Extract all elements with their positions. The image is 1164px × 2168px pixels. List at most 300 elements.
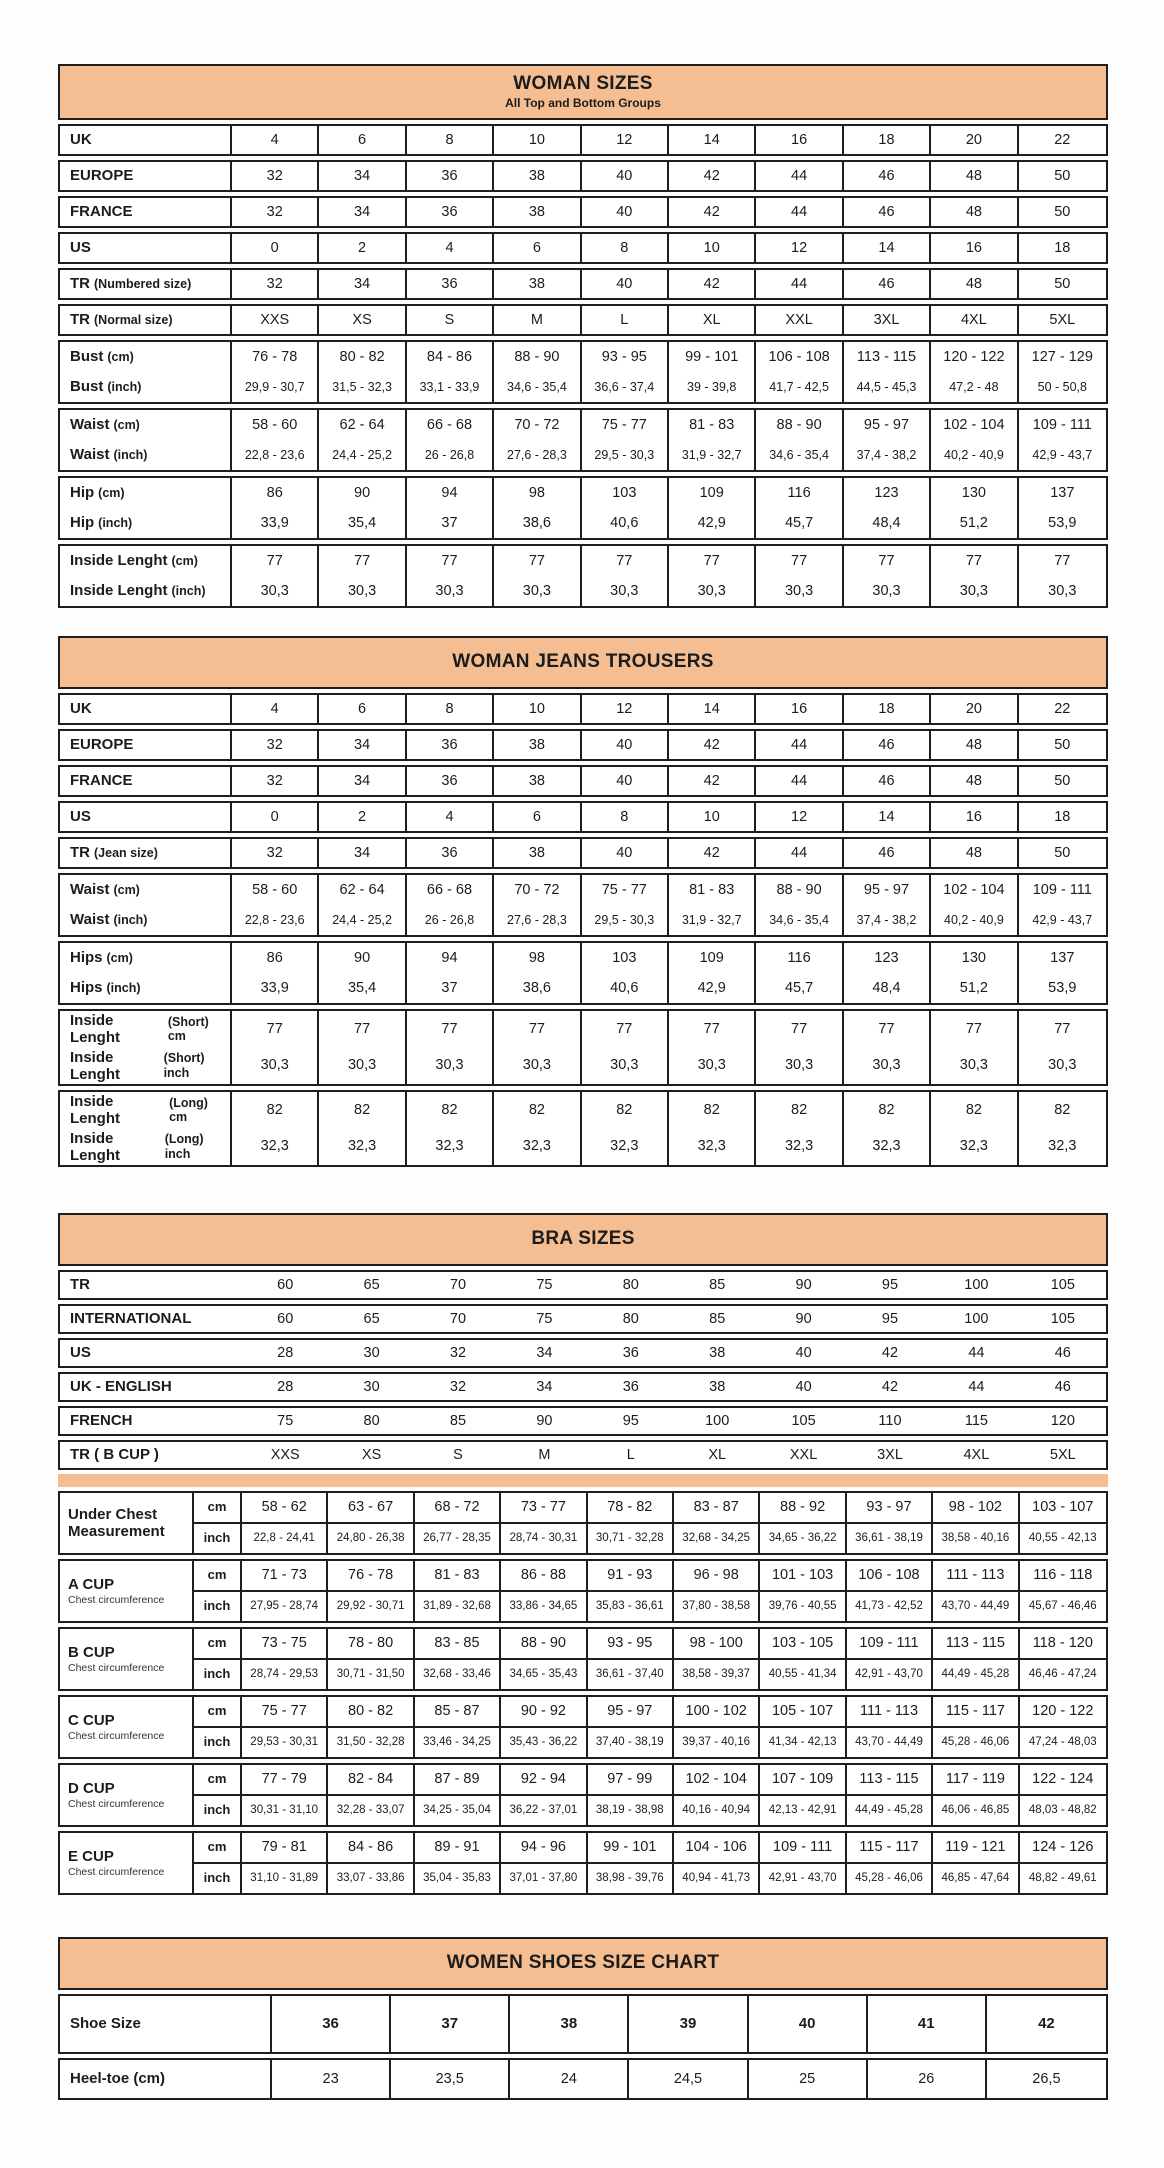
row-label: [60, 1408, 242, 1434]
value-cell: 32: [232, 767, 319, 795]
row-label: [60, 508, 232, 538]
value-cell: 0: [232, 803, 319, 831]
value-cell: 82: [319, 1092, 406, 1129]
value-cell: 48: [931, 270, 1018, 298]
value-cell: 46: [844, 767, 931, 795]
value-cell: 62 - 64: [319, 875, 406, 905]
value-cell: 30,3: [844, 1048, 931, 1085]
value-cell: 40,16 - 40,94: [674, 1796, 760, 1825]
value-cell: 85: [709, 1276, 726, 1293]
value-cell: 85: [709, 1310, 726, 1327]
value-cell: 88 - 92: [760, 1493, 846, 1524]
value-cell: 123: [844, 478, 931, 508]
value-cell: 30,31 - 31,10: [242, 1796, 328, 1825]
table-row-group: [58, 340, 1108, 404]
value-cell: 4XL: [931, 306, 1018, 334]
row-label-detail: (cm): [106, 950, 133, 965]
bra-cup-group: [58, 1627, 1108, 1691]
value-cell: 12: [582, 695, 669, 723]
value-cell: 65: [363, 1276, 380, 1293]
value-cell: 35,4: [319, 508, 406, 538]
value-cell: 113 - 115: [847, 1765, 933, 1796]
value-cell: 81 - 83: [415, 1561, 501, 1592]
value-cell: 34,65 - 36,22: [760, 1524, 846, 1553]
value-cell: 29,9 - 30,7: [232, 372, 319, 402]
value-cell: 46: [844, 839, 931, 867]
value-cell: 6: [319, 126, 406, 154]
row-label: [60, 731, 232, 759]
cup-label: [60, 1561, 194, 1621]
value-cell: 14: [669, 695, 756, 723]
value-cell: 73 - 75: [242, 1629, 328, 1660]
value-cell: 36: [407, 162, 494, 190]
row-label: [60, 973, 232, 1003]
value-cell: 50 - 50,8: [1037, 379, 1087, 394]
value-cell: 42: [669, 162, 756, 190]
value-cell: 6: [494, 803, 581, 831]
value-cell: 44,49 - 45,28: [933, 1660, 1019, 1689]
row-label-detail: (cm): [98, 485, 125, 500]
table-row-group: [58, 408, 1108, 472]
value-cell: 30,3: [1048, 1057, 1077, 1074]
value-cell: 40: [582, 839, 669, 867]
value-cell: 34,6 - 35,4: [756, 905, 843, 935]
value-cell: 38,58 - 40,16: [933, 1524, 1019, 1553]
cup-label: [60, 1833, 194, 1893]
value-cell: 32,3: [844, 1129, 931, 1166]
row-label-text: US: [70, 808, 91, 826]
table-row-group: [58, 1440, 1108, 1470]
value-cell: 82: [407, 1092, 494, 1129]
unit-cell: inch: [194, 1592, 242, 1621]
row-label: [60, 2060, 272, 2098]
value-cell: 124 - 126: [1020, 1833, 1106, 1864]
value-cell: 90 - 92: [501, 1697, 587, 1728]
value-cell: 90: [319, 943, 406, 973]
value-cell: 22: [1054, 700, 1071, 717]
table-row-group: [58, 124, 1108, 156]
value-cell: 48: [931, 198, 1018, 226]
table-row-group: [58, 1338, 1108, 1368]
value-cell: 117 - 119: [933, 1765, 1019, 1796]
value-cell: 14: [669, 126, 756, 154]
value-cell: 22,8 - 23,6: [232, 905, 319, 935]
value-cell: 14: [844, 234, 931, 262]
table-row-group: [58, 941, 1108, 1005]
value-cell: 44: [968, 1378, 985, 1395]
value-cell: 39 - 39,8: [669, 372, 756, 402]
row-label: [60, 695, 232, 723]
value-cell: 30,3: [232, 576, 319, 606]
value-cell: 30,3: [669, 1048, 756, 1085]
value-cell: 40,94 - 41,73: [674, 1864, 760, 1893]
value-cell: 40: [795, 1344, 812, 1361]
row-label: [60, 234, 232, 262]
table-row-group: [58, 1304, 1108, 1334]
row-label: [60, 162, 232, 190]
value-cell: 8: [582, 234, 669, 262]
bra-section-separator: [58, 1474, 1108, 1487]
row-label-text: FRENCH: [70, 1412, 133, 1430]
value-cell: 30,3: [319, 1048, 406, 1085]
value-cell: 44: [756, 270, 843, 298]
value-cell: 29,5 - 30,3: [582, 440, 669, 470]
value-cell: 92 - 94: [501, 1765, 587, 1796]
value-cell: 32: [449, 1344, 467, 1361]
value-cell: 120 - 122: [931, 342, 1018, 372]
row-label-text: Hips: [70, 949, 103, 967]
value-cell: 93 - 97: [847, 1493, 933, 1524]
value-cell: 77: [931, 1011, 1018, 1048]
value-cell: 120: [1050, 1412, 1075, 1429]
value-cell: 32,3: [319, 1129, 406, 1166]
value-cell: 45,28 - 46,06: [847, 1864, 933, 1893]
value-cell: 127 - 129: [1031, 348, 1093, 365]
value-cell: 34: [319, 270, 406, 298]
value-cell: 77: [844, 546, 931, 576]
value-cell: 80: [363, 1412, 380, 1429]
value-cell: 38: [494, 162, 581, 190]
value-cell: 36,61 - 38,19: [847, 1524, 933, 1553]
value-cell: 38,58 - 39,37: [674, 1660, 760, 1689]
value-cell: 27,6 - 28,3: [494, 440, 581, 470]
value-cell: 42: [669, 839, 756, 867]
value-cell: 40: [582, 198, 669, 226]
value-cell: 70 - 72: [494, 875, 581, 905]
value-cell: 48: [931, 162, 1018, 190]
value-cell: 46: [1054, 1378, 1071, 1395]
value-cell: 36: [622, 1378, 639, 1395]
row-label: [60, 478, 232, 508]
value-cell: 33,46 - 34,25: [415, 1728, 501, 1757]
value-cell: 105: [791, 1412, 816, 1429]
value-cell: 46: [844, 162, 931, 190]
table-row-group: [58, 801, 1108, 833]
value-cell: 41,34 - 42,13: [760, 1728, 846, 1757]
value-cell: 28,74 - 30,31: [501, 1524, 587, 1553]
value-cell: 3XL: [844, 306, 931, 334]
value-cell: 24,4 - 25,2: [319, 440, 406, 470]
value-cell: 77: [494, 546, 581, 576]
value-cell: 46: [844, 270, 931, 298]
row-label-text: Inside Lenght: [70, 1048, 120, 1083]
value-cell: 32: [232, 839, 319, 867]
value-cell: 50: [1054, 203, 1071, 220]
value-cell: 38: [494, 198, 581, 226]
value-cell: 38,19 - 38,98: [588, 1796, 674, 1825]
value-cell: 40,2 - 40,9: [931, 440, 1018, 470]
value-cell: 103 - 107: [1020, 1493, 1106, 1524]
value-cell: 30,3: [931, 576, 1018, 606]
value-cell: 115: [964, 1412, 988, 1429]
value-cell: 66 - 68: [407, 875, 494, 905]
value-cell: 77: [494, 1011, 581, 1048]
value-cell: 48,4: [844, 973, 931, 1003]
value-cell: 50: [1054, 275, 1071, 292]
value-cell: 8: [582, 803, 669, 831]
row-label-detail: (Short) inch: [163, 1051, 205, 1080]
value-cell: 48,82 - 49,61: [1028, 1871, 1097, 1884]
value-cell: 70 - 72: [494, 410, 581, 440]
row-label-detail: (Numbered size): [94, 276, 192, 291]
row-label: [60, 1129, 232, 1166]
value-cell: 34: [536, 1378, 553, 1395]
value-cell: 50: [1054, 844, 1071, 861]
value-cell: 77: [319, 1011, 406, 1048]
table-woman-jeans-trousers: [58, 636, 1108, 1167]
value-cell: 44: [756, 839, 843, 867]
value-cell: 87 - 89: [415, 1765, 501, 1796]
value-cell: 33,9: [232, 973, 319, 1003]
value-cell: 23: [272, 2060, 391, 2098]
row-label-detail: (Normal size): [94, 312, 173, 327]
bra-cup-group: [58, 1491, 1108, 1555]
value-cell: XL: [708, 1446, 727, 1463]
table-row-group: [58, 1372, 1108, 1402]
value-cell: 78 - 82: [588, 1493, 674, 1524]
value-cell: 32,3: [1048, 1138, 1077, 1155]
value-cell: 80: [622, 1310, 639, 1327]
table-women-shoes: [58, 1937, 1108, 2100]
unit-cell: cm: [194, 1833, 242, 1864]
row-label-text: Heel-toe (cm): [70, 2070, 166, 2088]
value-cell: 37: [391, 1996, 510, 2052]
value-cell: 31,10 - 31,89: [242, 1864, 328, 1893]
row-label: [60, 905, 232, 935]
value-cell: 48: [931, 731, 1018, 759]
value-cell: 37: [407, 973, 494, 1003]
row-label: [60, 306, 232, 334]
row-label: [60, 546, 232, 576]
value-cell: 123: [844, 943, 931, 973]
value-cell: 30: [363, 1378, 380, 1395]
value-cell: 34,25 - 35,04: [415, 1796, 501, 1825]
value-cell: 48: [931, 767, 1018, 795]
value-cell: 90: [795, 1310, 812, 1327]
value-cell: 31,50 - 32,28: [328, 1728, 414, 1757]
value-cell: 77: [582, 546, 669, 576]
value-cell: 36,61 - 37,40: [588, 1660, 674, 1689]
value-cell: 93 - 95: [582, 342, 669, 372]
table-row-group: [58, 1270, 1108, 1300]
value-cell: 36,6 - 37,4: [582, 372, 669, 402]
value-cell: 6: [494, 234, 581, 262]
value-cell: 111 - 113: [847, 1697, 933, 1728]
value-cell: 75 - 77: [582, 875, 669, 905]
unit-cell: cm: [194, 1697, 242, 1728]
value-cell: 42: [669, 767, 756, 795]
value-cell: 34: [319, 731, 406, 759]
row-label-text: US: [70, 239, 91, 257]
row-label: [60, 1340, 242, 1366]
value-cell: 33,07 - 33,86: [328, 1864, 414, 1893]
value-cell: L: [626, 1446, 635, 1463]
row-label-text: UK - ENGLISH: [70, 1378, 172, 1396]
cup-label-text: Under Chest Measurement: [68, 1505, 165, 1540]
value-cell: 100 - 102: [674, 1697, 760, 1728]
value-cell: 28: [277, 1344, 294, 1361]
value-cell: 36: [407, 839, 494, 867]
value-cell: 12: [582, 126, 669, 154]
value-cell: 80: [622, 1276, 639, 1293]
value-cell: 88 - 90: [494, 342, 581, 372]
value-cell: 58 - 60: [232, 875, 319, 905]
table-row-group: [58, 304, 1108, 336]
value-cell: 30,3: [582, 1048, 669, 1085]
row-label-text: EUROPE: [70, 736, 134, 754]
value-cell: 34,65 - 35,43: [501, 1660, 587, 1689]
value-cell: 30,3: [582, 576, 669, 606]
table-bra-sizes: [58, 1213, 1108, 1895]
value-cell: 77: [407, 546, 494, 576]
value-cell: 30,3: [319, 576, 406, 606]
row-label-text: TR: [70, 844, 90, 862]
value-cell: 75: [536, 1276, 553, 1293]
value-cell: 40,55 - 42,13: [1028, 1531, 1097, 1544]
value-cell: 85 - 87: [415, 1697, 501, 1728]
row-label-text: INTERNATIONAL: [70, 1310, 192, 1328]
value-cell: 38: [709, 1344, 726, 1361]
value-cell: 37,4 - 38,2: [844, 905, 931, 935]
value-cell: 37,80 - 38,58: [674, 1592, 760, 1621]
value-cell: XL: [669, 306, 756, 334]
value-cell: 105 - 107: [760, 1697, 846, 1728]
value-cell: 32,3: [494, 1129, 581, 1166]
value-cell: 40: [582, 270, 669, 298]
value-cell: 38,6: [494, 973, 581, 1003]
value-cell: 77 - 79: [242, 1765, 328, 1796]
table-row-group: [58, 765, 1108, 797]
row-label-detail: (cm): [113, 882, 140, 897]
value-cell: XS: [361, 1446, 382, 1463]
value-cell: 83 - 87: [674, 1493, 760, 1524]
value-cell: 44: [756, 767, 843, 795]
value-cell: 16: [931, 803, 1018, 831]
table-row-group: [58, 1009, 1108, 1086]
value-cell: 82: [1054, 1101, 1071, 1118]
value-cell: 35,04 - 35,83: [415, 1864, 501, 1893]
value-cell: 116: [756, 943, 843, 973]
value-cell: 31,9 - 32,7: [669, 905, 756, 935]
value-cell: 51,2: [931, 508, 1018, 538]
cup-label: [60, 1697, 194, 1757]
row-label: [60, 1272, 242, 1298]
row-label: [60, 767, 232, 795]
value-cell: 58 - 62: [242, 1493, 328, 1524]
value-cell: 20: [931, 126, 1018, 154]
row-label-text: Inside Lenght: [70, 1012, 120, 1047]
value-cell: 45,67 - 46,46: [1028, 1599, 1097, 1612]
value-cell: 118 - 120: [1020, 1629, 1106, 1660]
value-cell: 46: [1054, 1344, 1071, 1361]
value-cell: 8: [407, 126, 494, 154]
value-cell: 33,86 - 34,65: [501, 1592, 587, 1621]
value-cell: 65: [363, 1310, 380, 1327]
value-cell: 36: [407, 198, 494, 226]
value-cell: 48: [931, 839, 1018, 867]
row-label: [60, 839, 232, 867]
value-cell: 26,77 - 28,35: [415, 1524, 501, 1553]
value-cell: 137: [1050, 949, 1075, 966]
value-cell: 82: [232, 1092, 319, 1129]
value-cell: 38: [709, 1378, 726, 1395]
value-cell: 4: [407, 803, 494, 831]
row-label-text: Shoe Size: [70, 2015, 141, 2033]
value-cell: 82 - 84: [328, 1765, 414, 1796]
value-cell: 40: [582, 731, 669, 759]
table-row-group: [58, 873, 1108, 937]
woman-sizes-body: [58, 124, 1108, 608]
value-cell: 14: [844, 803, 931, 831]
value-cell: 100: [964, 1276, 989, 1293]
value-cell: 42,91 - 43,70: [847, 1660, 933, 1689]
value-cell: 90: [319, 478, 406, 508]
value-cell: 84 - 86: [407, 342, 494, 372]
value-cell: 94: [407, 478, 494, 508]
value-cell: 110: [878, 1412, 902, 1429]
row-label: [60, 1996, 272, 2052]
value-cell: 102 - 104: [931, 875, 1018, 905]
value-cell: 104 - 106: [674, 1833, 760, 1864]
value-cell: 76 - 78: [328, 1561, 414, 1592]
value-cell: 66 - 68: [407, 410, 494, 440]
value-cell: 47,24 - 48,03: [1028, 1735, 1097, 1748]
value-cell: 93 - 95: [588, 1629, 674, 1660]
value-cell: 42: [881, 1378, 899, 1395]
value-cell: 95: [881, 1276, 899, 1293]
value-cell: 113 - 115: [844, 342, 931, 372]
bra-simple-rows: [58, 1270, 1108, 1470]
value-cell: 18: [844, 126, 931, 154]
value-cell: 80 - 82: [328, 1697, 414, 1728]
value-cell: 94 - 96: [501, 1833, 587, 1864]
value-cell: 30,71 - 32,28: [588, 1524, 674, 1553]
value-cell: 16: [756, 695, 843, 723]
value-cell: 109 - 111: [1032, 416, 1092, 433]
value-cell: 106 - 108: [847, 1561, 933, 1592]
value-cell: 34,6 - 35,4: [756, 440, 843, 470]
value-cell: 8: [407, 695, 494, 723]
value-cell: 40: [582, 767, 669, 795]
value-cell: 85: [449, 1412, 467, 1429]
unit-cell: inch: [194, 1728, 242, 1757]
value-cell: 22,8 - 23,6: [232, 440, 319, 470]
unit-cell: cm: [194, 1493, 242, 1524]
value-cell: 24,80 - 26,38: [328, 1524, 414, 1553]
row-label: [60, 1048, 232, 1085]
value-cell: 3XL: [877, 1446, 903, 1463]
bra-sizes-title: BRA SIZES: [531, 1228, 635, 1249]
value-cell: 115 - 117: [933, 1697, 1019, 1728]
value-cell: 116: [756, 478, 843, 508]
value-cell: 40,55 - 41,34: [760, 1660, 846, 1689]
cup-label-text: D CUP: [68, 1779, 115, 1797]
value-cell: 30,3: [407, 1048, 494, 1085]
value-cell: 75 - 77: [582, 410, 669, 440]
value-cell: 137: [1050, 484, 1075, 501]
value-cell: 82: [669, 1092, 756, 1129]
women-shoes-body: [58, 1994, 1108, 2100]
value-cell: 31,9 - 32,7: [669, 440, 756, 470]
value-cell: 39,37 - 40,16: [674, 1728, 760, 1757]
value-cell: 4: [232, 126, 319, 154]
value-cell: 5XL: [1049, 311, 1076, 328]
value-cell: 22: [1054, 131, 1071, 148]
value-cell: 122 - 124: [1020, 1765, 1106, 1796]
value-cell: 32: [232, 270, 319, 298]
value-cell: 32: [232, 198, 319, 226]
women-shoes-header: [58, 1937, 1108, 1990]
